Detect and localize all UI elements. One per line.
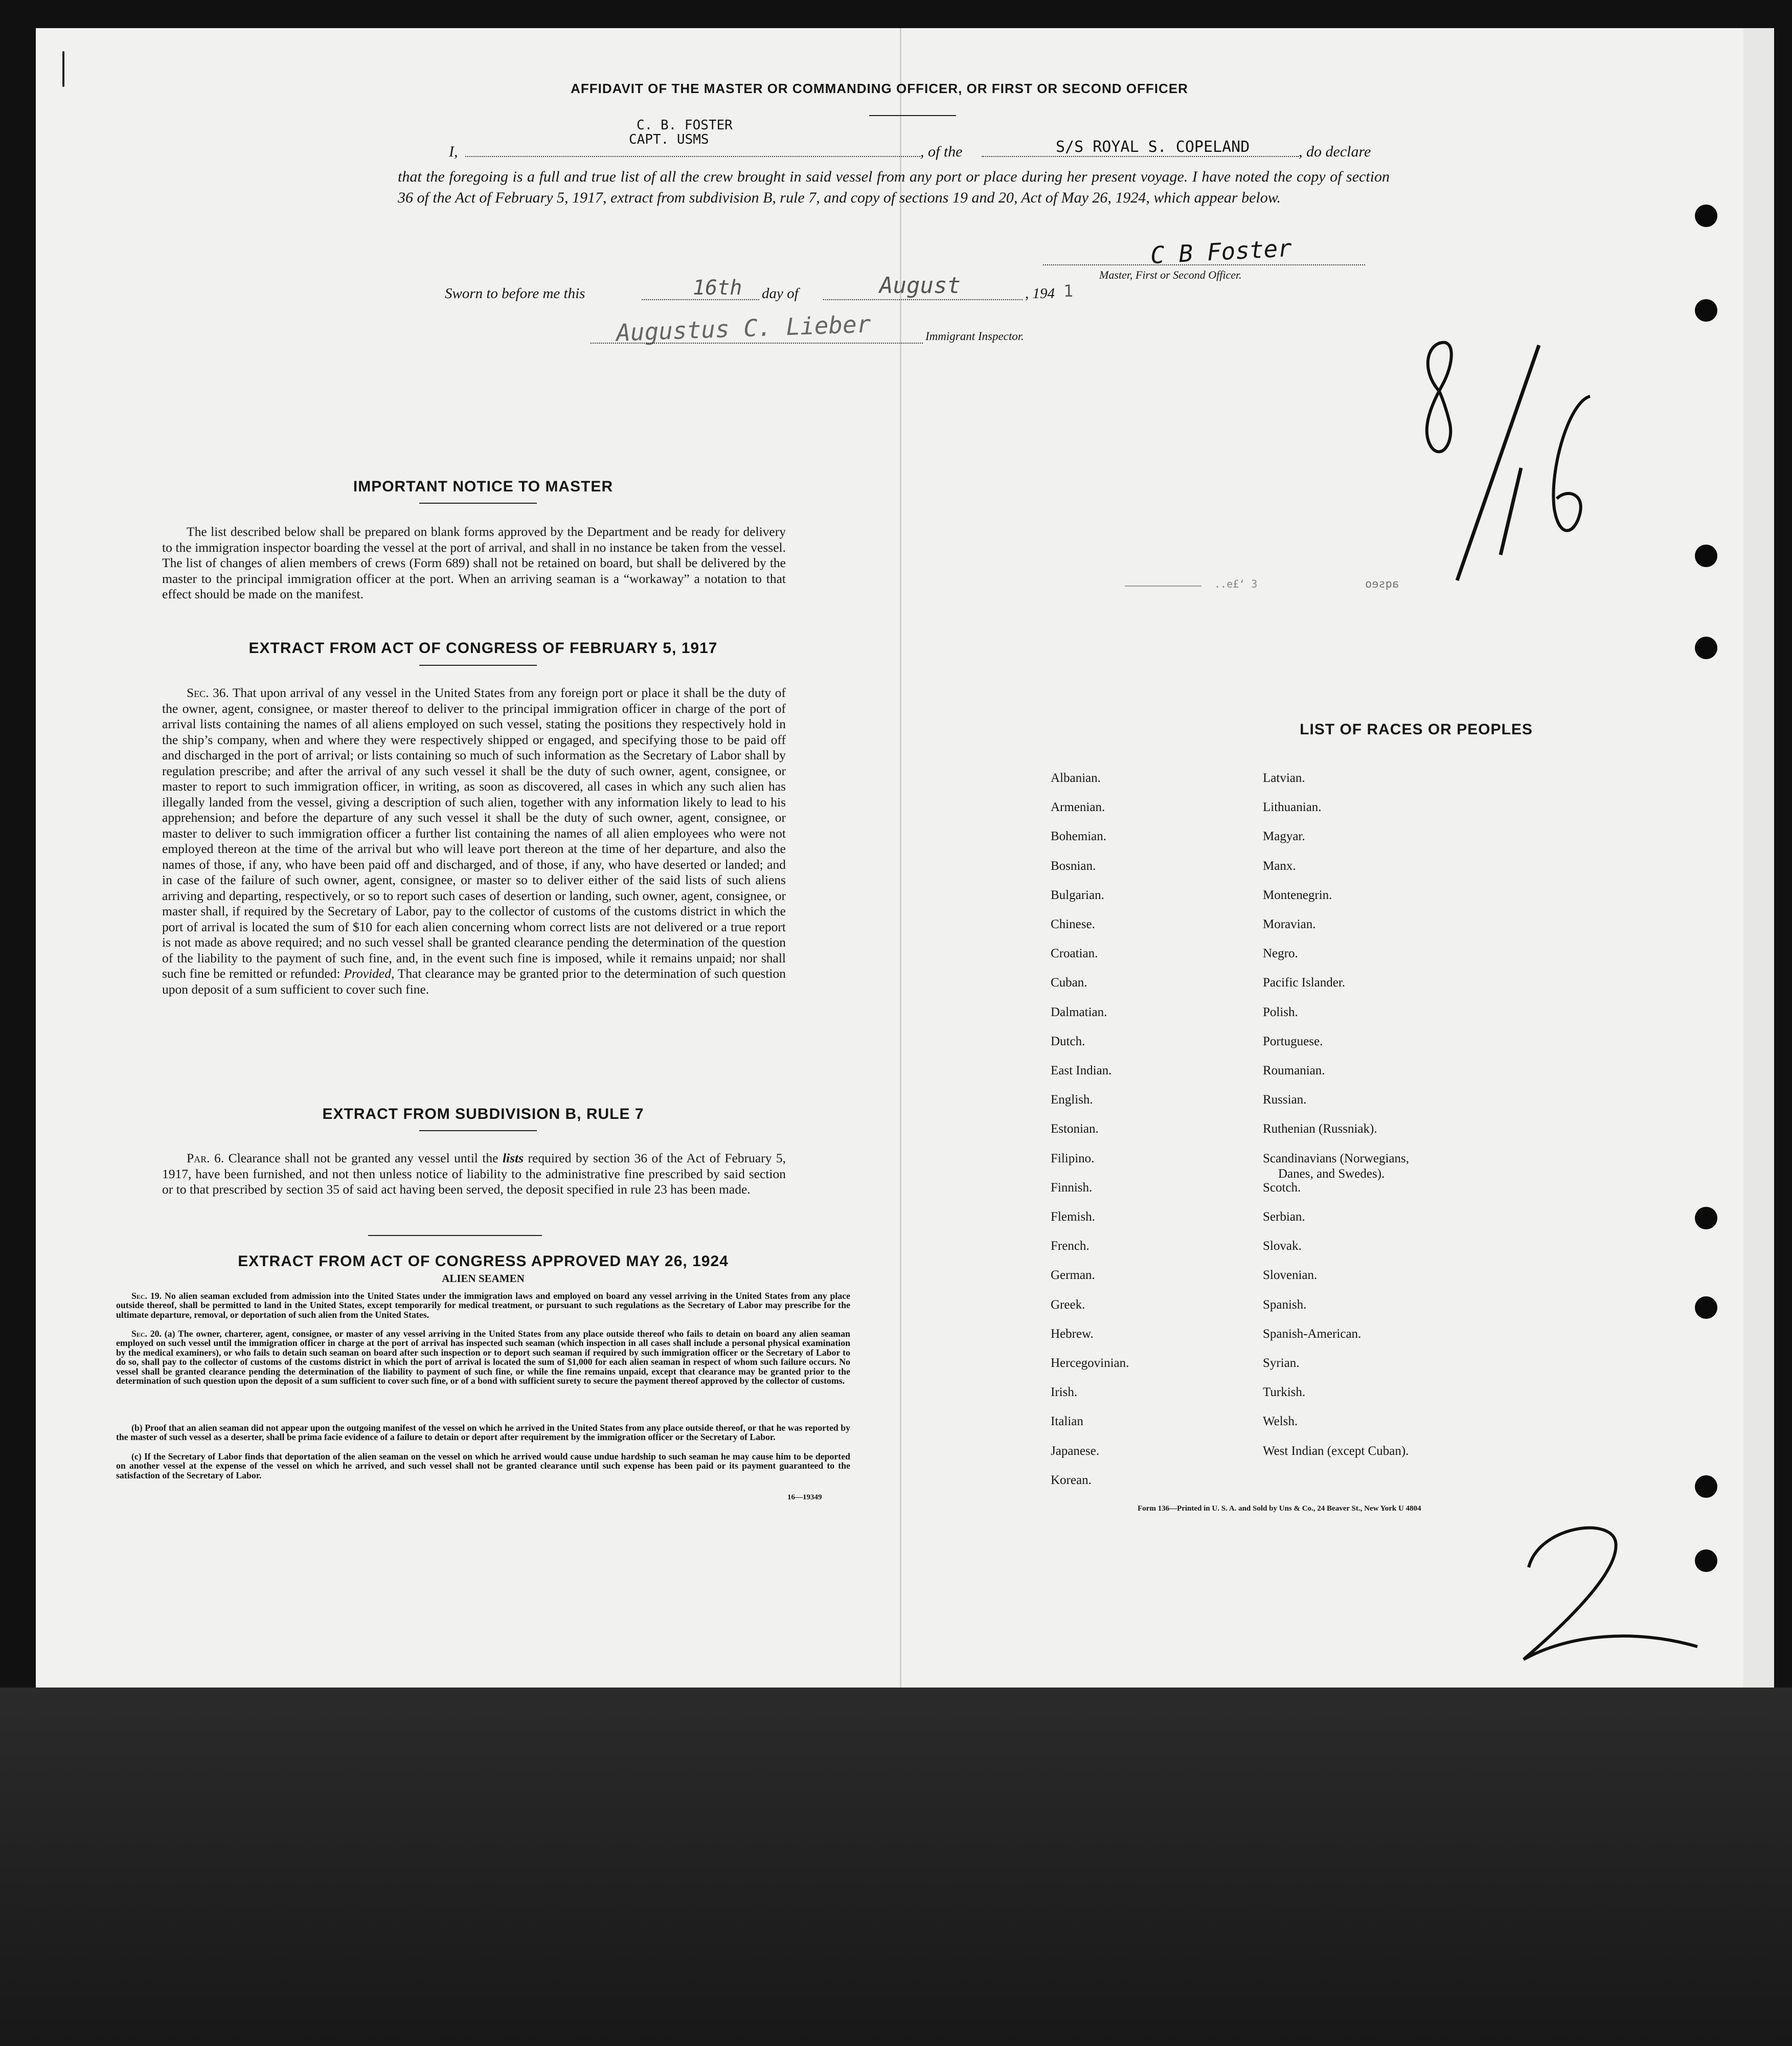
master-signature-line: [1043, 264, 1365, 265]
race-item: Bulgarian.: [1051, 888, 1104, 902]
race-item: Montenegrin.: [1263, 888, 1332, 902]
race-item: Hebrew.: [1051, 1326, 1094, 1341]
document-page: [36, 28, 1743, 1688]
declaration-text: that the foregoing is a full and true list of all the crew brought in said vessel from any port or place during her present voyage. I have noted the copy of section 36 of the Act of February 5, 1917, extract from subdivision B, rule 7, and copy of sections 19 and 20, Act of May 26, 1924, which appear below.: [398, 168, 1390, 206]
race-item: Danes, and Swedes).: [1278, 1166, 1385, 1181]
race-item: German.: [1051, 1268, 1095, 1283]
race-item: Moravian.: [1263, 917, 1316, 931]
section-20a-text: [116, 1329, 850, 1385]
race-item: Pacific Islander.: [1263, 976, 1346, 990]
race-item: Dutch.: [1051, 1034, 1085, 1048]
form-code: 16—19349: [787, 1493, 822, 1501]
race-item: Japanese.: [1051, 1444, 1100, 1458]
name-line: [465, 156, 920, 157]
sworn-month-line: [823, 299, 1023, 300]
binder-hole: [1695, 205, 1717, 227]
section-20a-body: (a) The owner, charterer, agent, consignee, or master of any vessel arriving in the United States from any place outside thereof who fails to detain on board any alien seaman employed on such vessel until the immigration officer in charge at the port of arrival has inspected such seaman (which inspection in all cases shall include a personal physical examination by the medical examiners), or who fails to detain such seaman on board after such inspection or to deport such seaman if required by such immigration officer or the Secretary of Labor to do so, shall pay to the collector of customs of the customs district in which the port of arrival is located the sum of $1,000 for each alien seaman in respect of whom such failure occurs. No vessel shall be granted clearance pending the determination of the liability to payment of such fine, or while the fine remains unpaid, except that clearance may be granted prior to the determination of such question upon the deposit of a sum sufficient to cover such fine, or of a bond with sufficient surety to secure the payment thereof approved by the collector of customs.: [116, 1329, 850, 1386]
typed-master-name: C. B. FOSTER: [637, 118, 733, 133]
race-item: Chinese.: [1051, 917, 1095, 931]
race-item: Turkish.: [1263, 1385, 1306, 1400]
scan-mark: [62, 51, 64, 87]
affidavit-title: AFFIDAVIT OF THE MASTER OR COMMANDING OFFICER, OR FIRST OR SECOND OFFICER: [571, 81, 1188, 96]
vessel-line: [982, 156, 1299, 157]
race-item: Ruthenian (Russniak).: [1263, 1122, 1377, 1136]
binder-hole: [1695, 545, 1717, 567]
race-item: Albanian.: [1051, 771, 1101, 785]
paragraph-label: Par. 6.: [187, 1151, 224, 1165]
rule7-text-b: required by section 36 of the Act of February 5, 1917, have been furnished, and not then unless notice of liability to the administrative fine prescribed by said section or to that prescribed by section 35 of said act having been served, the deposit specified in rule 23 has been made.: [162, 1151, 786, 1197]
races-title: LIST OF RACES OR PEOPLES: [1300, 721, 1533, 738]
race-item: Filipino.: [1051, 1151, 1095, 1165]
master-caption: Master, First or Second Officer.: [1099, 268, 1242, 281]
year-suffix: 1: [1063, 281, 1074, 301]
section-19-text: [116, 1291, 850, 1319]
race-item: Syrian.: [1263, 1356, 1300, 1370]
race-item: Italian: [1051, 1414, 1083, 1429]
race-item: Armenian.: [1051, 800, 1105, 815]
typed-vessel-name: S/S ROYAL S. COPELAND: [1056, 138, 1250, 156]
lists-word: lists: [502, 1151, 524, 1165]
sworn-day: 16th: [693, 276, 742, 300]
typed-master-rank: CAPT. USMS: [629, 132, 709, 147]
race-item: Dalmatian.: [1051, 1005, 1107, 1019]
race-item: Roumanian.: [1263, 1064, 1325, 1077]
race-item: Cuban.: [1051, 976, 1087, 990]
section-rule: [368, 1235, 542, 1236]
declarant-prefix: I,: [449, 143, 458, 160]
race-item: Manx.: [1263, 859, 1296, 873]
race-item: Croatian.: [1051, 947, 1098, 961]
race-item: West Indian (except Cuban).: [1263, 1444, 1409, 1458]
rule7-text-a: Clearance shall not be granted any vessel until the: [228, 1151, 498, 1165]
race-item: Bohemian.: [1051, 829, 1107, 844]
race-item: Lithuanian.: [1263, 800, 1322, 815]
section-19-label: Sec. 19.: [131, 1291, 162, 1301]
handwritten-date: [1391, 314, 1616, 601]
race-item: Negro.: [1263, 947, 1298, 961]
race-item: Slovenian.: [1263, 1268, 1318, 1283]
binder-hole: [1695, 1207, 1717, 1229]
race-item: Finnish.: [1051, 1180, 1093, 1195]
race-item: Irish.: [1051, 1385, 1078, 1400]
extract-1917-title: EXTRACT FROM ACT OF CONGRESS OF FEBRUARY 5, 1917: [248, 640, 718, 657]
race-item: Slovak.: [1263, 1239, 1302, 1253]
sworn-month: August: [879, 273, 961, 299]
sworn-label: Sworn to before me this: [445, 285, 585, 302]
section-label: Sec. 36.: [187, 685, 229, 700]
inspector-caption: Immigrant Inspector.: [925, 330, 1024, 343]
scan-edge-strip: [1743, 28, 1774, 1688]
do-declare-label: , do declare: [1299, 143, 1371, 160]
notice-body: The list described below shall be prepared on blank forms approved by the Department and be ready for delivery to the immigration inspector boarding the vessel at the port of arrival, and shall in no instance be taken from the vessel. The list of changes of alien members of crews (Form 689) shall not be retained on board, but shall be delivered by the master to the principal immigration officer at the port. When an arriving seaman is a “workaway” a notation to that effect should be made on the manifest.: [162, 524, 786, 601]
handwritten-page-number: [1508, 1511, 1713, 1675]
section-20c-text: (c) If the Secretary of Labor finds that deportation of the alien seaman on the vessel on which he arrived would cause undue hardship to such seaman he may cause him to be deported on another vessel at the expense of the vessel on which he arrived, and such vessel shall not be granted clearance until such expense has been paid or its payment guaranteed to the satisfaction of the Secretary of Labor.: [116, 1451, 850, 1480]
race-item: Hercegovinian.: [1051, 1356, 1129, 1370]
alien-seamen-subtitle: ALIEN SEAMEN: [442, 1272, 525, 1285]
race-item: French.: [1051, 1239, 1090, 1253]
section-20-label: Sec. 20.: [131, 1329, 162, 1339]
master-signature: C B Foster: [1149, 234, 1293, 269]
provided-word: Provided,: [344, 966, 395, 981]
race-item: Portuguese.: [1263, 1034, 1323, 1048]
bleed-through-text: aqseo: [1365, 578, 1399, 591]
race-item: Welsh.: [1263, 1414, 1298, 1429]
section-rule: [419, 1130, 537, 1131]
extract-1917-body: [162, 685, 786, 997]
race-item: Bosnian.: [1051, 859, 1096, 873]
section-rule: [419, 503, 537, 504]
day-of-label: day of: [762, 285, 799, 302]
race-item: Estonian.: [1051, 1122, 1099, 1136]
inspector-signature-line: [591, 343, 923, 344]
section-36-text: That upon arrival of any vessel in the United States from any foreign port or place it shall be the duty of the owner, agent, consignee, or master thereof to deliver to the principal immigration officer in charge of the port of arrival lists containing the names of all aliens employed on such vessel, stating the positions they respectively hold in the ship’s company, when and where they were respectively shipped or engaged, and specifying those to be paid off and discharged in the port of arrival; or lists containing so much of such information as the Secretary of Labor shall by regulation prescribe; and after the arrival of any such vessel it shall be the duty of such owner, agent, consignee, or master to report to such immigration officer, in writing, as soon as discovered, all cases in which any such alien has illegally landed from the vessel, giving a description of such alien, together with any information likely to lead to his apprehension; and before the departure of any such vessel it shall be the duty of such owner, agent, consignee, or master to deliver to such immigration officer a further list containing the names of all alien employees who were not employed thereon at the time of the arrival but who will leave port thereon at the time of her departure, and also the names of those, if any, who have been paid off and discharged, and of those, if any, who have deserted or landed; and in case of the failure of such owner, agent, consignee, or master so to deliver either of the said lists of such aliens arriving and departing, respectively, or so to report such cases of desertion or landing, such owner, agent, consignee, or master shall, if required by the Secretary of Labor, pay to the collector of customs of the customs district in which the port of arrival is located the sum of $10 for each alien concerning whom correct lists are not delivered or a true report is not made as above required; and no such vessel shall be granted clearance pending the determination of the question of the liability to the payment of such fine, and, in the event such fine is imposed, while it remains unpaid; nor shall such fine be remitted or refunded:: [162, 685, 786, 981]
race-item: English.: [1051, 1093, 1093, 1107]
binder-hole: [1695, 1296, 1717, 1319]
title-rule: [869, 115, 956, 116]
extract-1924-title: EXTRACT FROM ACT OF CONGRESS APPROVED MAY 26, 1924: [238, 1253, 729, 1270]
race-item: Flemish.: [1051, 1210, 1095, 1224]
bleed-through-text: ..e£ʻ 3: [1214, 578, 1258, 590]
section-20b-text: (b) Proof that an alien seaman did not appear upon the outgoing manifest of the vessel on which he arrived in the United States from any place outside thereof, or that he was reported by the master of such vessel as a deserter, shall be prima facie evidence of a failure to detain or deport after requirement by the immigration officer or the Secretary of Labor.: [116, 1423, 850, 1443]
race-item: Magyar.: [1263, 829, 1305, 844]
section-rule: [419, 665, 537, 666]
section-19-body: No alien seaman excluded from admission into the United States under the immigration laws and employed on board any vessel arriving in the United States from any place outside thereof, shall be permitted to land in the United States, except temporarily for medical treatment, or pursuant to such regulations as the Secretary of Labor may prescribe for the ultimate departure, removal, or deportation of such alien from the United States.: [116, 1291, 850, 1320]
race-item: Scandinavians (Norwegians,: [1263, 1151, 1410, 1165]
race-item: Spanish-American.: [1263, 1326, 1362, 1341]
race-item: Korean.: [1051, 1473, 1092, 1487]
binder-hole: [1695, 637, 1717, 659]
inspector-signature: Augustus C. Lieber: [616, 310, 872, 347]
race-item: East Indian.: [1051, 1064, 1112, 1077]
race-item: Polish.: [1263, 1005, 1298, 1019]
race-item: Scotch.: [1263, 1180, 1301, 1195]
race-item: Serbian.: [1263, 1210, 1305, 1224]
bleed-through-rule: [1125, 586, 1201, 587]
race-item: Latvian.: [1263, 771, 1305, 785]
year-prefix: , 194: [1025, 285, 1055, 302]
binder-hole: [1695, 1475, 1717, 1498]
race-item: Russian.: [1263, 1093, 1307, 1107]
printer-line: Form 136—Printed in U. S. A. and Sold by Uns & Co., 24 Beaver St., New York U 4804: [1138, 1504, 1421, 1513]
notice-title: IMPORTANT NOTICE TO MASTER: [353, 478, 614, 495]
rule7-body: [162, 1151, 786, 1198]
binder-hole: [1695, 299, 1717, 322]
race-item: Spanish.: [1263, 1297, 1307, 1312]
rule7-title: EXTRACT FROM SUBDIVISION B, RULE 7: [322, 1106, 644, 1122]
of-the-label: , of the: [920, 143, 963, 160]
race-item: Greek.: [1051, 1297, 1085, 1312]
section-36-end: That clearance may be granted prior to the determination of such question upon deposit of a sum sufficient to cover such fine.: [162, 966, 786, 997]
